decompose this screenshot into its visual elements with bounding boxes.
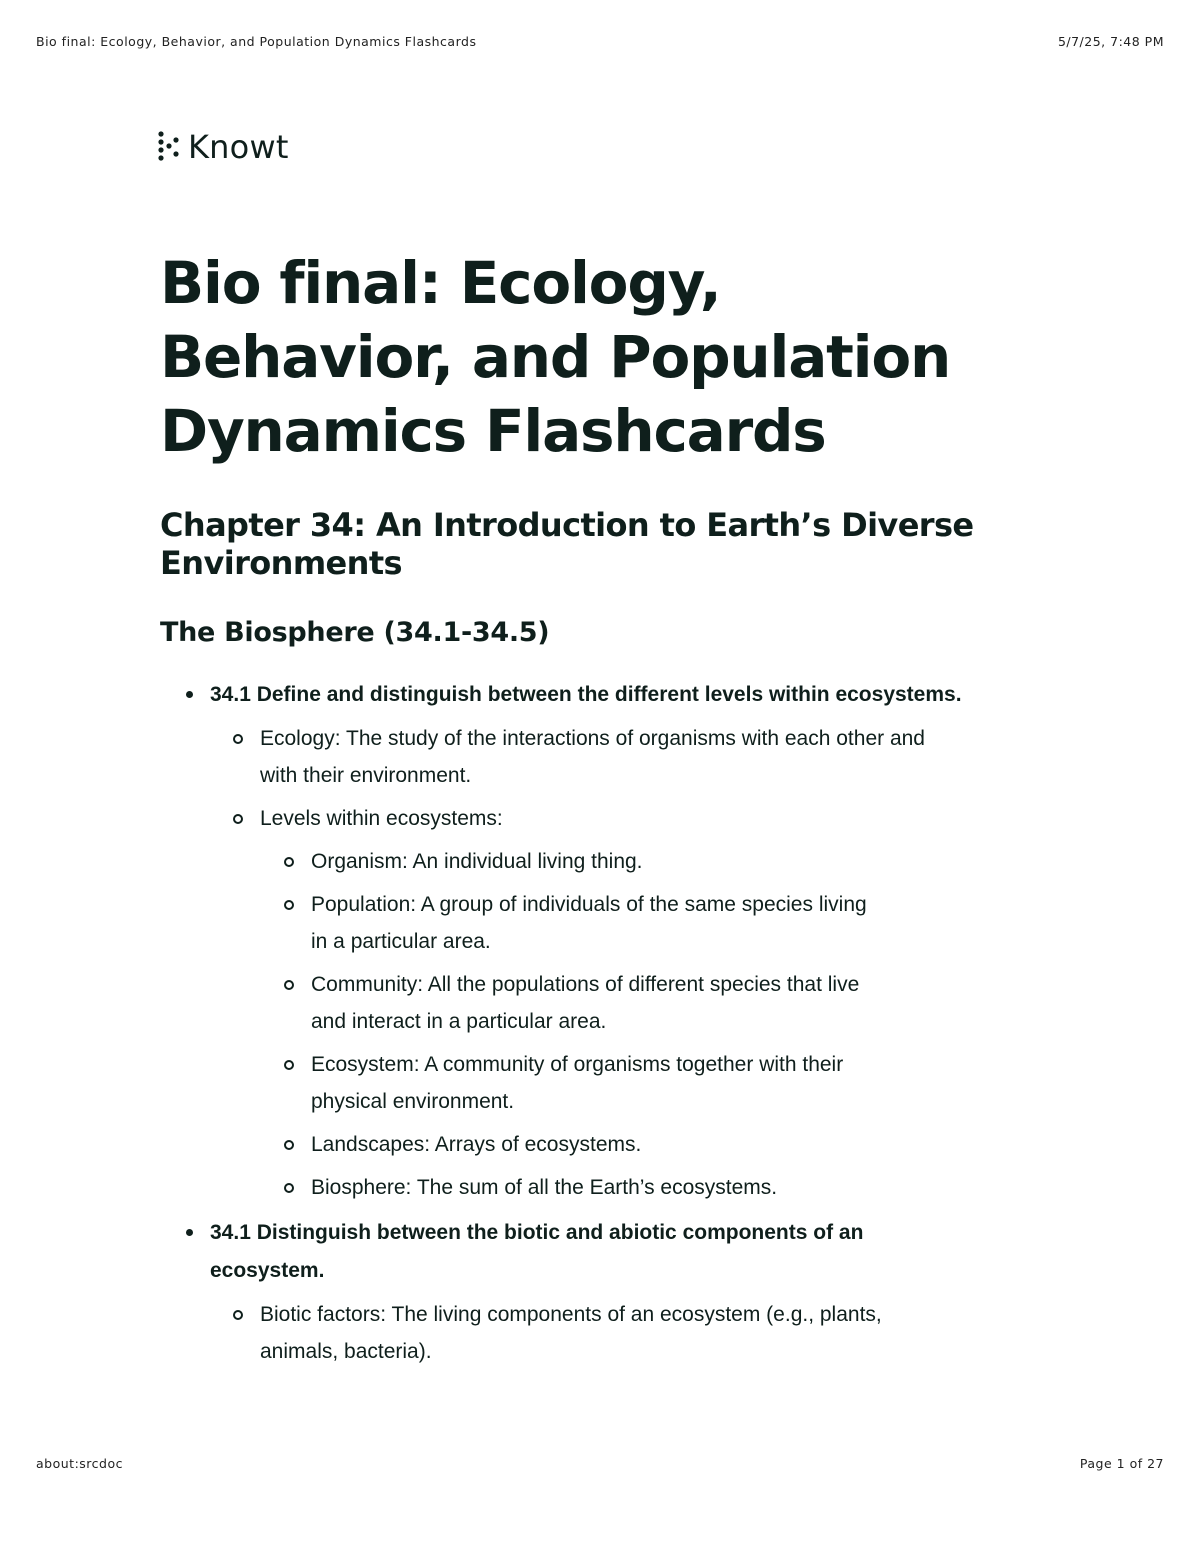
- knowt-logo-text: Knowt: [188, 128, 289, 166]
- sublist-item-text: Ecology: The study of the interactions of organisms with each other and with their environment.: [260, 727, 925, 787]
- objective-item: [210, 676, 1000, 1206]
- objective-heading: 34.1 Distinguish between the biotic and abiotic components of an ecosystem.: [210, 1221, 864, 1282]
- print-footer-page: Page 1 of 27: [1079, 1456, 1164, 1471]
- level-item: [311, 1169, 1000, 1206]
- level-item: [311, 1126, 1000, 1163]
- level-item-text: Community: All the populations of different species that live and interact in a particular area.: [311, 973, 860, 1033]
- level-item: [311, 966, 1000, 1040]
- document-title: Bio final: Ecology, Behavior, and Population Dynamics Flashcards: [160, 249, 951, 465]
- level-item: [311, 843, 1000, 880]
- section-heading: The Biosphere (34.1-34.5): [160, 617, 550, 648]
- objective-sublist: [210, 720, 1000, 1206]
- level-item-text: Organism: An individual living thing.: [311, 850, 643, 873]
- level-item-text: Biosphere: The sum of all the Earth’s ecosystems.: [311, 1176, 778, 1199]
- objective-item: [210, 1214, 1000, 1370]
- print-header-datetime: 5/7/25, 7:48 PM: [1057, 34, 1164, 49]
- chapter-heading: Chapter 34: An Introduction to Earth’s Diverse Environments: [160, 506, 974, 582]
- print-footer: [36, 1456, 1164, 1471]
- level-item-text: Landscapes: Arrays of ecosystems.: [311, 1133, 642, 1156]
- level-item-text: Population: A group of individuals of the same species living in a particular area.: [311, 893, 867, 953]
- document-content: [160, 246, 1000, 1378]
- sublist-item-text: Biotic factors: The living components of an ecosystem (e.g., plants, animals, bacteria).: [260, 1303, 882, 1363]
- sublist-item: [260, 720, 1000, 794]
- level-item: [311, 1046, 1000, 1120]
- objective-sublist: [210, 1296, 1000, 1370]
- print-header: [36, 34, 1164, 49]
- sublist-item: [260, 800, 1000, 1206]
- print-header-title: Bio final: Ecology, Behavior, and Population Dynamics Flashcards: [36, 34, 477, 49]
- sublist-item-text: Levels within ecosystems:: [260, 807, 503, 830]
- objective-heading: 34.1 Define and distinguish between the different levels within ecosystems.: [210, 683, 962, 706]
- levels-list: [260, 843, 1000, 1206]
- print-footer-url: about:srcdoc: [36, 1456, 123, 1471]
- objectives-list: [160, 676, 1000, 1370]
- knowt-logo-icon: [158, 130, 180, 164]
- knowt-logo: [158, 128, 289, 166]
- level-item-text: Ecosystem: A community of organisms together with their physical environment.: [311, 1053, 844, 1113]
- sublist-item: [260, 1296, 1000, 1370]
- level-item: [311, 886, 1000, 960]
